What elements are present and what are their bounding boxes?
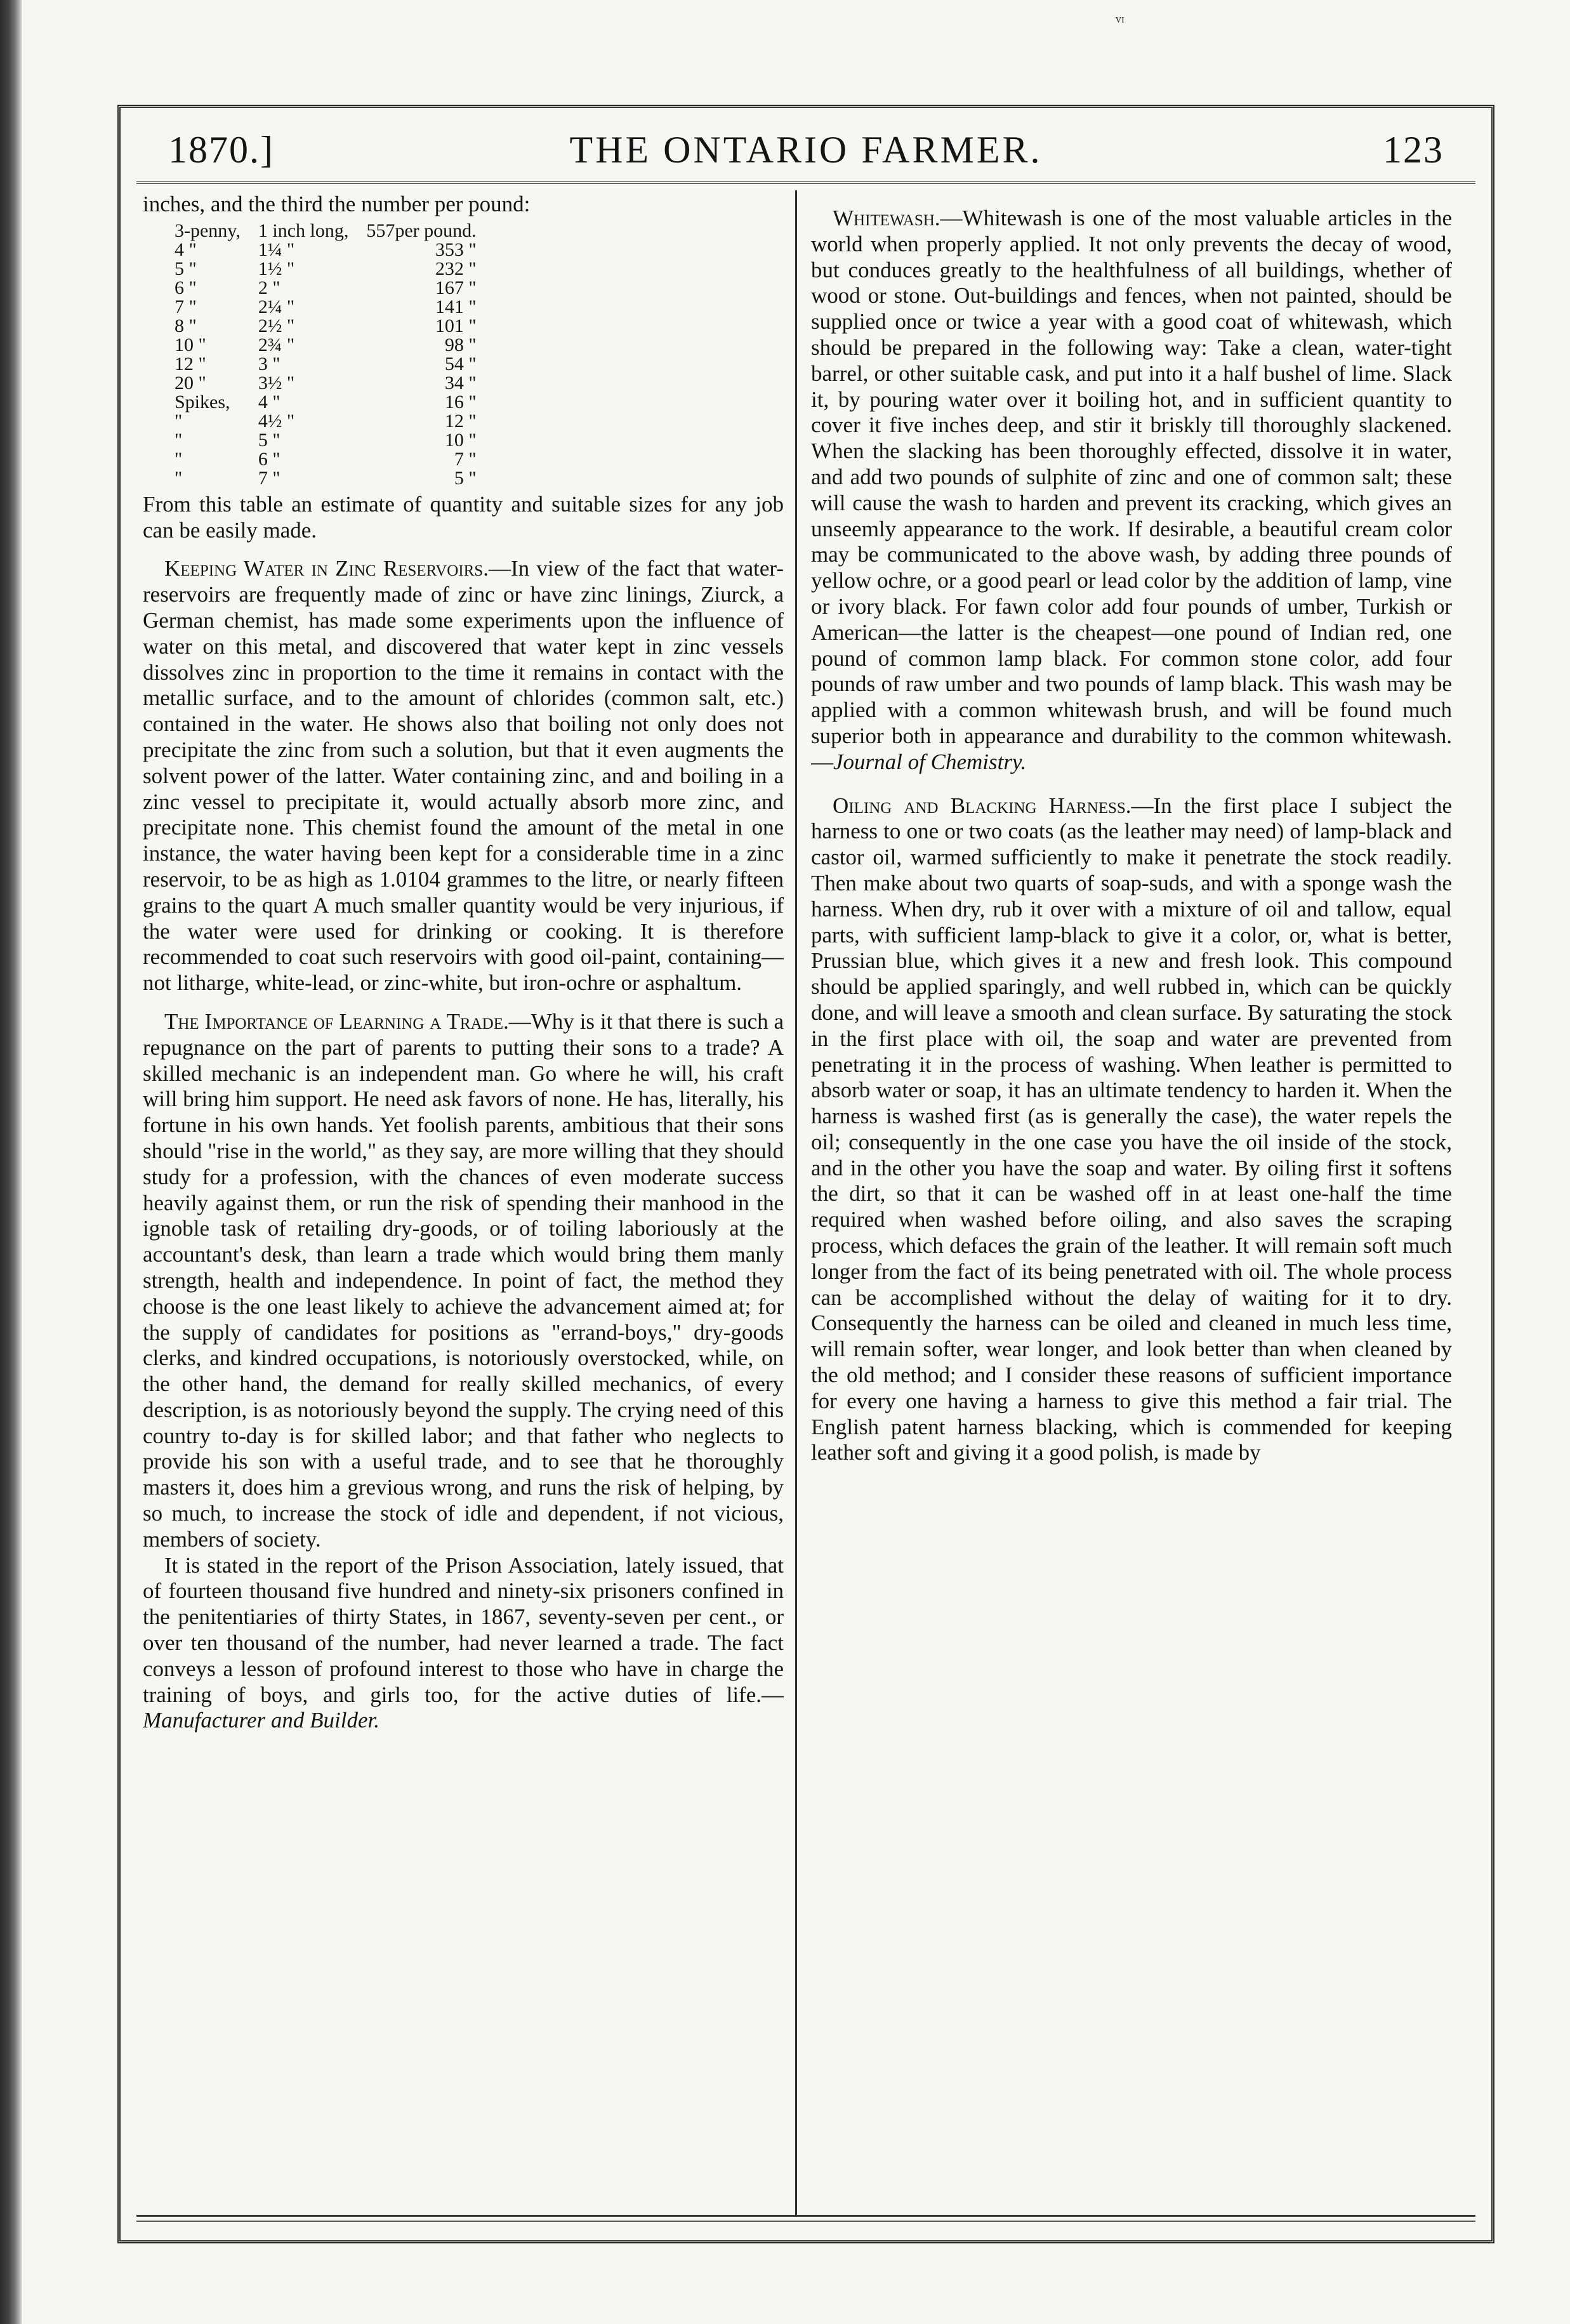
header-year: 1870.]	[168, 129, 274, 171]
nails-table-row	[175, 450, 483, 469]
nail-count-cell: 98 "	[444, 334, 477, 355]
whitewash-article	[811, 206, 1452, 776]
nail-count-cell: 141 "	[435, 296, 477, 317]
nail-size-cell: 7 "	[175, 296, 197, 317]
whitewash-body: —Whitewash is one of the most valuable articles in the world when properly applied. It not only prevents the decay of wood, but conduces greatly to the healthfulness of all buildings, whether of wood or stone. Out-buildings and fences, when not painted, should be supplied once or twice a year with a good coat of whitewash, which should be prepared in the following way: Take a clean, water-tight barrel, or other suitable cask, and put into it a half bushel of lime. Slack it, by pouring water over it boiling hot, and in sufficient quantity to cover it five inches deep, and stir it briskly till thoroughly slackened. When the slacking has been thoroughly effected, dissolve it in water, and add two pounds of sulphite of zinc and one of common salt; these will cause the wash to harden and prevent its cracking, which gives an unseemly appearance to the work. If desirable, a beautiful cream color may be communicated to the above wash, by adding three pounds of yellow ochre, or a good pearl or lead color by the addition of lamp, vine or ivory black. For fawn color add four pounds of umber, Turkish or American—the latter is the cheapest—one pound of Indian red, one pound of common lamp black. For common stone color, add four pounds of raw umber and two pounds of lamp black. This wash may be applied with a common whitewash brush, and will be found much superior both in appearance and durability to the common whitewash.—	[811, 206, 1452, 774]
nail-length-cell: 4 "	[258, 391, 280, 413]
nail-length-cell: 2½ "	[258, 315, 295, 336]
whitewash-source: Journal of Chemistry.	[833, 749, 1027, 774]
nails-table-row	[175, 336, 483, 355]
footer-rule	[136, 2215, 1475, 2222]
nail-size-cell: "	[175, 429, 183, 451]
nail-size-cell: Spikes,	[175, 391, 230, 413]
nail-length-cell: 2¾ "	[258, 334, 295, 355]
nail-length-cell: 3 "	[258, 353, 280, 374]
nail-count-cell: 54 "	[444, 353, 477, 374]
book-spine-edge	[0, 0, 22, 2324]
nail-count-cell: 101 "	[435, 315, 477, 336]
nail-count-cell: 16 "	[444, 391, 477, 413]
nail-size-cell: 4 "	[175, 239, 197, 260]
nail-size-cell: "	[175, 467, 183, 489]
nail-size-cell: 3-penny,	[175, 220, 241, 241]
nail-length-cell: 2 "	[258, 277, 280, 298]
nail-size-cell: 10 "	[175, 334, 206, 355]
nail-count-cell: 34 "	[444, 372, 477, 393]
nails-table-row	[175, 431, 483, 450]
nail-length-cell: 5 "	[258, 429, 280, 451]
trade-source: Manufacturer and Builder.	[143, 1708, 379, 1733]
right-column	[811, 192, 1452, 2213]
column-divider	[795, 190, 797, 2215]
header-page-number: 123	[1383, 129, 1444, 171]
nail-count-cell: 232 "	[435, 258, 477, 279]
zinc-title: Keeping Water in Zinc Reservoirs.	[164, 556, 489, 581]
nail-length-cell: 3½ "	[258, 372, 295, 393]
nails-table-row	[175, 241, 483, 260]
nails-after: From this table an estimate of quantity and suitable sizes for any job can be easily made.	[143, 491, 784, 543]
whitewash-title: Whitewash.	[833, 206, 940, 230]
nail-count-cell: 7 "	[454, 448, 477, 470]
harness-article	[811, 793, 1452, 1467]
nail-count-cell: 10 "	[444, 429, 477, 451]
nail-size-cell: "	[175, 448, 183, 470]
nail-size-cell: "	[175, 410, 183, 432]
nails-table-row	[175, 374, 483, 393]
trade-prison-paragraph	[143, 1553, 784, 1734]
nails-table-row	[175, 355, 483, 374]
nail-length-cell: 2¼ "	[258, 296, 295, 317]
trade-title: The Importance of Learning a Trade.	[164, 1008, 509, 1034]
harness-title: Oiling and Blacking Harness.	[833, 793, 1131, 818]
nail-count-cell: 353 "	[435, 239, 477, 260]
nail-size-cell: 8 "	[175, 315, 197, 336]
nails-table-row	[175, 317, 483, 336]
nail-length-cell: 1½ "	[258, 258, 295, 279]
page-corner-mark: ᵛᶦ	[1116, 11, 1125, 32]
header-title: THE ONTARIO FARMER.	[569, 129, 1043, 171]
harness-body: —In the first place I subject the harness to one or two coats (as the leather may need) of lamp-black and castor oil, warmed sufficiently to make it penetrate the stock readily. Then make about two quarts of soap-suds, and with a sponge wash the harness. When dry, rub it over with a mixture of oil and tallow, equal parts, with sufficient lamp-black to give it a color, or, what is better, Prussian blue, which gives it a new and fresh look. This compound should be applied sparingly, and well rubbed in, which can be quickly done, and will leave a smooth and clean surface. By saturating the stock in the first place with oil, the soap and water are prevented from penetrating it in the process of washing. When leather is permitted to absorb water or soap, it has an ultimate tendency to harden it. When the harness is washed first (as is generally the case), the water repels the oil; consequently in the one case you have the oil inside of the stock, and in the other you have the soap and water. By oiling first it softens the dirt, so that it can be washed off in at least one-half the time required when washed before oiling, and also saves the scraping process, which defaces the grain of the leather. It will remain soft much longer from the fact of its being penetrated with oil. The whole process can be accomplished without the delay of waiting for it to dry. Consequently the harness can be oiled and cleaned in much less time, will remain softer, wear longer, and look better than when cleaned by the old method; and I consider these reasons of sufficient importance for every one having a harness to give this method a fair trial. The English patent harness blacking, which is commended for keeping leather soft and giving it a good polish, is made by	[811, 793, 1452, 1465]
nails-intro: inches, and the third the number per pound:	[143, 192, 531, 216]
nail-size-cell: 5 "	[175, 258, 197, 279]
nail-count-cell: 5 "	[454, 467, 477, 489]
nail-size-cell: 12 "	[175, 353, 206, 374]
nail-length-cell: 1 inch long,	[258, 220, 349, 241]
nail-count-cell: 167 "	[435, 277, 477, 298]
zinc-body: —In view of the fact that water-reservoirs are frequently made of zinc or have zinc linings, Ziurck, a German chemist, has made some experiments upon the influence of water on this metal, and discovered that water kept in zinc vessels dissolves zinc in proportion to the time it remains in contact with the metallic surface, and to the amount of chlorides (common salt, etc.) contained in the water. He shows also that boiling not only does not precipitate the zinc from such a solution, but that it even augments the solvent power of the latter. Water containing zinc, and and boiling in a zinc vessel to precipitate it, would actually absorb more zinc, and precipitate none. This chemist found the amount of the metal in one instance, the water having been kept for a considerable time in a zinc reservoir, to be as high as 1.0104 grammes to the litre, or nearly fifteen grains to the quart A much smaller quantity would be very injurious, if the water were used for drinking or cooking. It is therefore recommended to coat such reservoirs with good oil-paint, containing—not litharge, white-lead, or zinc-white, but iron-ochre or asphaltum.	[143, 556, 784, 996]
nail-length-cell: 7 "	[258, 467, 280, 489]
nail-count-cell: 557per pound.	[366, 220, 477, 241]
left-column	[143, 192, 784, 2213]
nails-table-row	[175, 279, 483, 298]
trade-body: —Why is it that there is such a repugnance on the part of parents to putting their sons to a trade? A skilled mechanic is an independent man. Go where he will, his craft will bring him support. He need ask favors of none. He has, literally, his fortune in his own hands. Yet foolish parents, ambitious that their sons should "rise in the world," as they say, are more willing that they should study for a profession, with the chances of even moderate success heavily against them, or run the risk of spending their manhood in the ignoble task of retailing dry-goods, or of toiling laboriously at the accountant's desk, than learn a trade which would bring them manly strength, health and independence. In point of fact, the method they choose is the one least likely to achieve the advancement aimed at; for the supply of candidates for positions as "errand-boys," dry-goods clerks, and kindred occupations, is notoriously overstocked, while, on the other hand, the demand for really skilled mechanics, of every description, is as notoriously beyond the supply. The crying need of this country to-day is for skilled labor; and that father who neglects to provide his son with a useful trade, and to see that he thoroughly masters it, does him a grevious wrong, and runs the risk of helping, by so much, to increase the stock of idle and dependent, if not vicious, members of society.	[143, 1008, 784, 1552]
nails-table-row	[175, 412, 483, 431]
nail-size-cell: 6 "	[175, 277, 197, 298]
nail-length-cell: 4½ "	[258, 410, 295, 432]
nails-table-row	[175, 298, 483, 317]
nail-size-cell: 20 "	[175, 372, 206, 393]
nail-count-cell: 12 "	[444, 410, 477, 432]
nails-table-row	[175, 260, 483, 279]
nails-table-row	[175, 469, 483, 488]
trade-prison-text: It is stated in the report of the Prison Association, lately issued, that of fourteen thousand five hundred and ninety-six prisoners confined in the penitentiaries of thirty States, in 1867, seventy-seven per cent., or over ten thousand of the number, had never learned a trade. The fact conveys a lesson of profound interest to those who have in charge the training of boys, and girls too, for the active duties of life.—	[143, 1552, 784, 1707]
nail-length-cell: 6 "	[258, 448, 280, 470]
nail-length-cell: 1¼ "	[258, 239, 295, 260]
nails-table-row	[175, 221, 483, 241]
zinc-article	[143, 556, 784, 996]
nails-table	[175, 221, 483, 488]
running-header	[136, 121, 1475, 184]
trade-article	[143, 1009, 784, 1553]
nails-table-row	[175, 393, 483, 412]
